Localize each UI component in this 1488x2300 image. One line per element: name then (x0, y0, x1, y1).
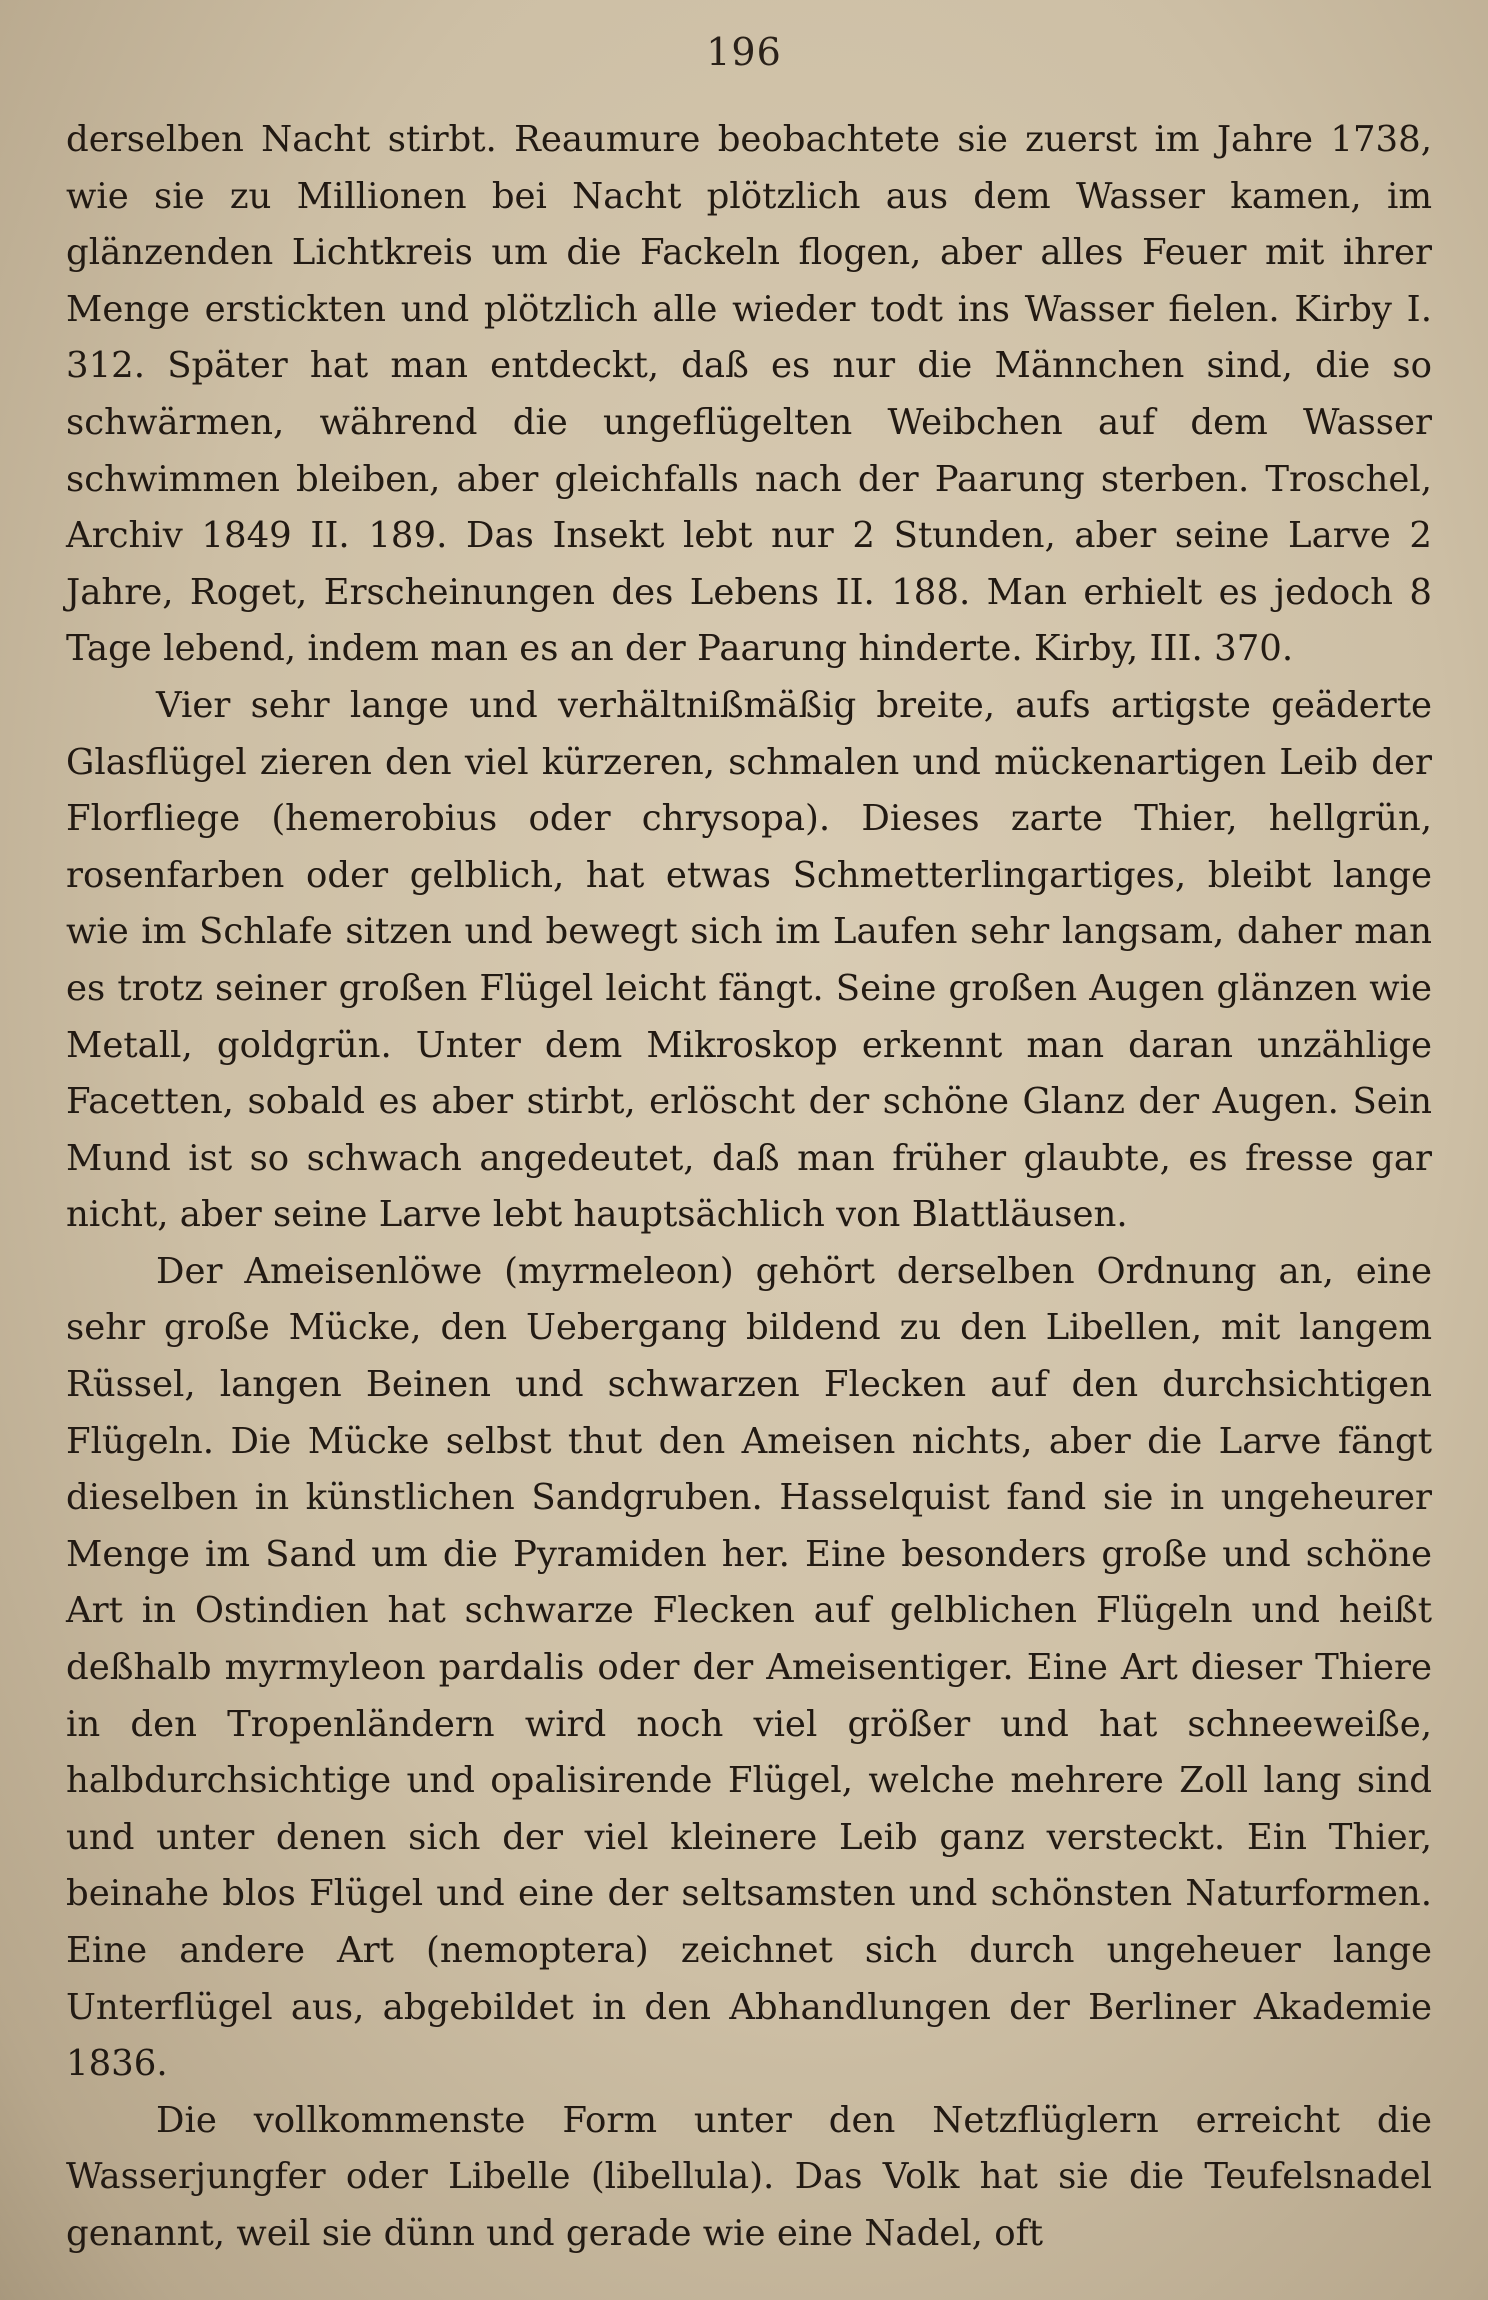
paragraph-3: Der Ameisenlöwe (myrmeleon) gehört derselben Ordnung an, eine sehr große Mücke, den Uebergang bildend zu den Libellen, mit langem Rüssel, langen Beinen und schwarzen Flecken auf den durchsichtigen Flügeln. Die Mücke selbst thut den Ameisen nichts, aber die Larve fängt dieselben in künstlichen Sandgruben. Hasselquist fand sie in ungeheurer Menge im Sand um die Pyramiden her. Eine besonders große und schöne Art in Ostindien hat schwarze Flecken auf gelblichen Flügeln und heißt deßhalb myrmyleon pardalis oder der Ameisentiger. Eine Art dieser Thiere in den Tropenländern wird noch viel größer und hat schneeweiße, halbdurchsichtige und opalisirende Flügel, welche mehrere Zoll lang sind und unter denen sich der viel kleinere Leib ganz versteckt. Ein Thier, beinahe blos Flügel und eine der seltsamsten und schönsten Naturformen. Eine andere Art (nemoptera) zeichnet sich durch ungeheuer lange Unterflügel aus, abgebildet in den Abhandlungen der Berliner Akademie 1836. (66, 1250, 1432, 2085)
paragraph-2: Vier sehr lange und verhältnißmäßig breite, aufs artigste geäderte Glasflügel zieren den viel kürzeren, schmalen und mückenartigen Leib der Florfliege (hemerobius oder chrysopa). Dieses zarte Thier, hellgrün, rosenfarben oder gelblich, hat etwas Schmetterlingartiges, bleibt lange wie im Schlafe sitzen und bewegt sich im Laufen sehr langsam, daher man es trotz seiner großen Flügel leicht fängt. Seine großen Augen glänzen wie Metall, goldgrün. Unter dem Mikroskop erkennt man daran unzählige Facetten, sobald es aber stirbt, erlöscht der schöne Glanz der Augen. Sein Mund ist so schwach angedeutet, daß man früher glaubte, es fresse gar nicht, aber seine Larve lebt hauptsächlich von Blattläusen. (66, 684, 1432, 1236)
page-number: 196 (706, 30, 782, 74)
paragraph-1: derselben Nacht stirbt. Reaumure beobachtete sie zuerst im Jahre 1738, wie sie zu Millionen bei Nacht plötzlich aus dem Wasser kamen, im glänzenden Lichtkreis um die Fackeln flogen, aber alles Feuer mit ihrer Menge erstickten und plötzlich alle wieder todt ins Wasser fielen. Kirby I. 312. Später hat man entdeckt, daß es nur die Männchen sind, die so schwärmen, während die ungeflügelten Weibchen auf dem Wasser schwimmen bleiben, aber gleichfalls nach der Paarung sterben. Troschel, Archiv 1849 II. 189. Das Insekt lebt nur 2 Stunden, aber seine Larve 2 Jahre, Roget, Erscheinungen des Lebens II. 188. Man erhielt es jedoch 8 Tage lebend, indem man es an der Paarung hinderte. Kirby, III. 370. (66, 119, 1432, 670)
paragraph-4: Die vollkommenste Form unter den Netzflüglern erreicht die Wasserjungfer oder Libelle (libellula). Das Volk hat sie die Teufelsnadel genannt, weil sie dünn und gerade wie eine Nadel, oft (66, 2099, 1432, 2254)
text-body (66, 112, 1432, 2263)
